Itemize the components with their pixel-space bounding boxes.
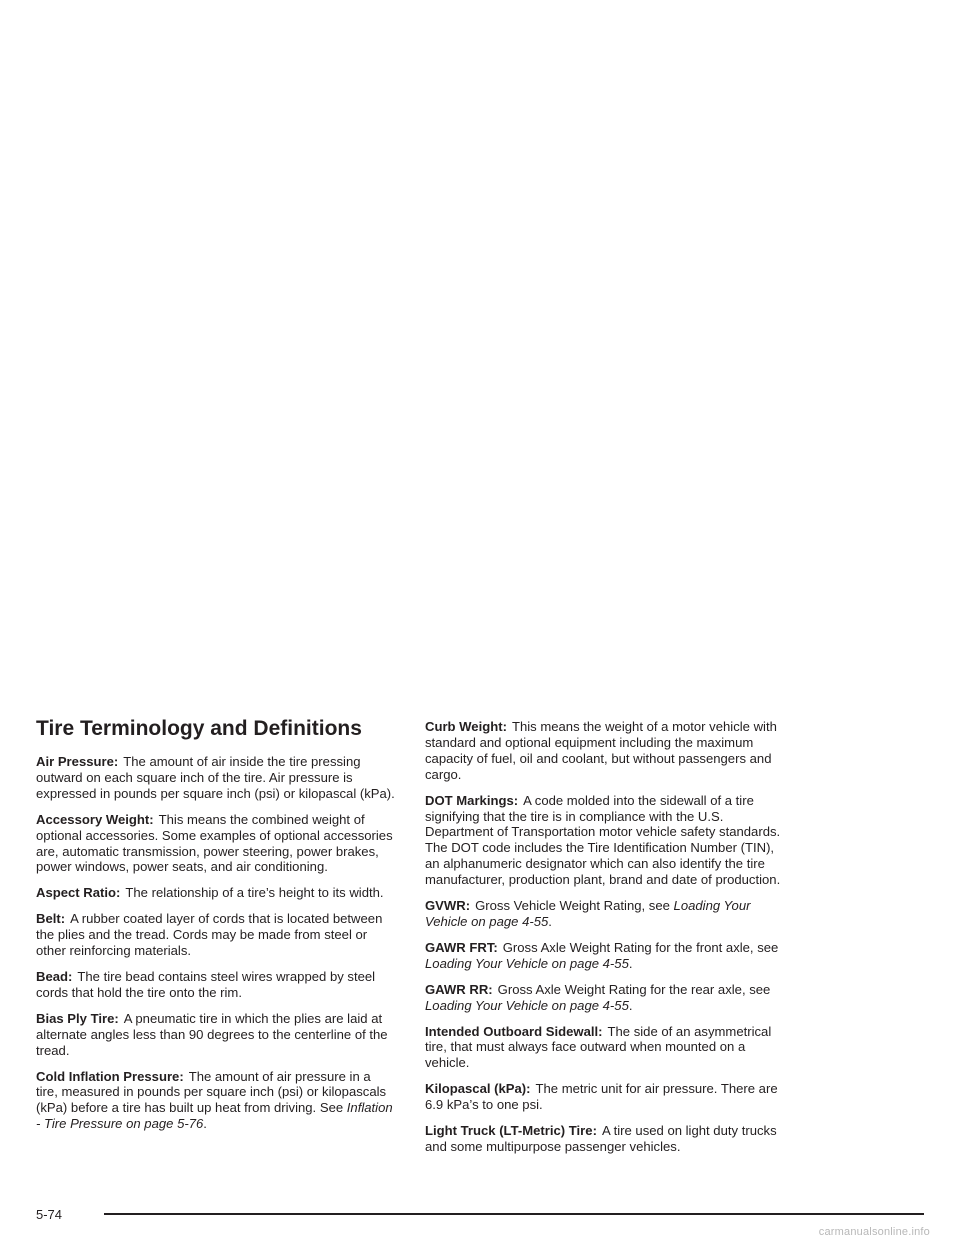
definition-entry [425,1081,785,1113]
page-number: 5-74 [36,1207,63,1222]
definition-text: This means the weight of a motor vehicle with standard and optional equipment including the maximum capacity of fuel, oil and coolant, but without passengers and cargo. [425,719,777,782]
definition-entry [36,969,396,1001]
definition-entry [425,719,785,783]
cross-reference-link[interactable]: Loading Your Vehicle on page 4-55 [425,955,629,971]
definition-text: The tire bead contains steel wires wrapped by steel cords that hold the tire onto the rim. [36,968,376,1000]
definition-entry [36,1011,396,1059]
definition-text: The amount of air pressure in a tire, measured in pounds per square inch (psi) or kilopascals (kPa) before a tire has built up heat from driving. See [36,1068,387,1116]
footer-rule [104,1213,924,1215]
definition-text: The metric unit for air pressure. There are 6.9 kPa’s to one psi. [425,1081,778,1113]
definition-text: A rubber coated layer of cords that is located between the plies and the tread. Cords may be made from steel or other reinforcing materials. [36,911,383,959]
cross-reference-link[interactable]: Inflation - Tire Pressure on page 5-76 [36,1100,393,1132]
definition-text: The amount of air inside the tire pressing outward on each square inch of the tire. Air pressure is expressed in pounds per square inch (psi) or kilopascal (kPa). [36,754,395,801]
definition-entry [36,812,396,876]
definition-tail: . [203,1116,207,1132]
definition-text: The relationship of a tire’s height to its width. [125,885,384,901]
definition-entry [36,885,396,901]
definition-text: A pneumatic tire in which the plies are laid at alternate angles less than 90 degrees to the centerline of the tread. [36,1010,388,1058]
watermark: carmanualsonline.info [818,1226,930,1238]
definition-text: This means the combined weight of optional accessories. Some examples of optional accessories are, automatic transmission, power steering, power brakes, power windows, power seats, and air conditioning. [36,811,393,875]
definition-entry [36,1069,396,1133]
term-label: Accessory Weight: [36,811,154,827]
definition-entry [425,940,785,972]
definition-entry [36,754,396,802]
definition-entry [425,1024,785,1072]
term-label: Belt: [36,911,66,927]
term-label: Intended Outboard Sidewall: [425,1023,603,1039]
cross-reference-link[interactable]: Loading Your Vehicle on page 4-55 [425,997,629,1013]
term-label: Bead: [36,968,73,984]
term-label: GAWR FRT: [425,939,498,955]
section-title: Tire Terminology and Definitions [36,717,362,740]
term-label: Light Truck (LT-Metric) Tire: [425,1123,597,1139]
term-label: Aspect Ratio: [36,885,121,901]
left-column [36,754,396,1142]
term-label: Air Pressure: [36,754,119,769]
definition-entry [425,898,785,930]
term-label: GAWR RR: [425,981,493,997]
definition-tail: . [628,997,633,1013]
term-label: DOT Markings: [425,792,519,808]
definition-entry [36,911,396,959]
definition-entry [425,793,785,888]
definition-entry [425,982,785,1014]
definition-text: A tire used on light duty trucks and some multipurpose passenger vehicles. [425,1123,777,1154]
term-label: GVWR: [425,898,471,914]
definition-tail: . [548,913,552,929]
definition-text: Gross Vehicle Weight Rating, see [475,898,674,914]
definition-text: Gross Axle Weight Rating for the rear axle, see [497,981,771,997]
definition-tail: . [628,955,633,971]
right-column [425,719,785,1165]
definition-text: A code molded into the sidewall of a tire signifying that the tire is in compliance with the U.S. Department of Transportation motor vehicle safety standards. The DOT code includes the Tire Identification Number (TIN), an alphanumeric designator which can also identify the tire manufacturer, production plant, brand and date of production. [425,792,781,888]
definition-text: The side of an asymmetrical tire, that must always face outward when mounted on a vehicle. [425,1023,772,1071]
definition-entry [425,1123,785,1155]
term-label: Cold Inflation Pressure: [36,1068,184,1084]
term-label: Kilopascal (kPa): [425,1081,531,1097]
cross-reference-link[interactable]: Loading Your Vehicle on page 4-55 [425,898,751,929]
definition-text: Gross Axle Weight Rating for the front axle, see [502,939,779,955]
term-label: Bias Ply Tire: [36,1010,119,1026]
term-label: Curb Weight: [425,719,507,734]
